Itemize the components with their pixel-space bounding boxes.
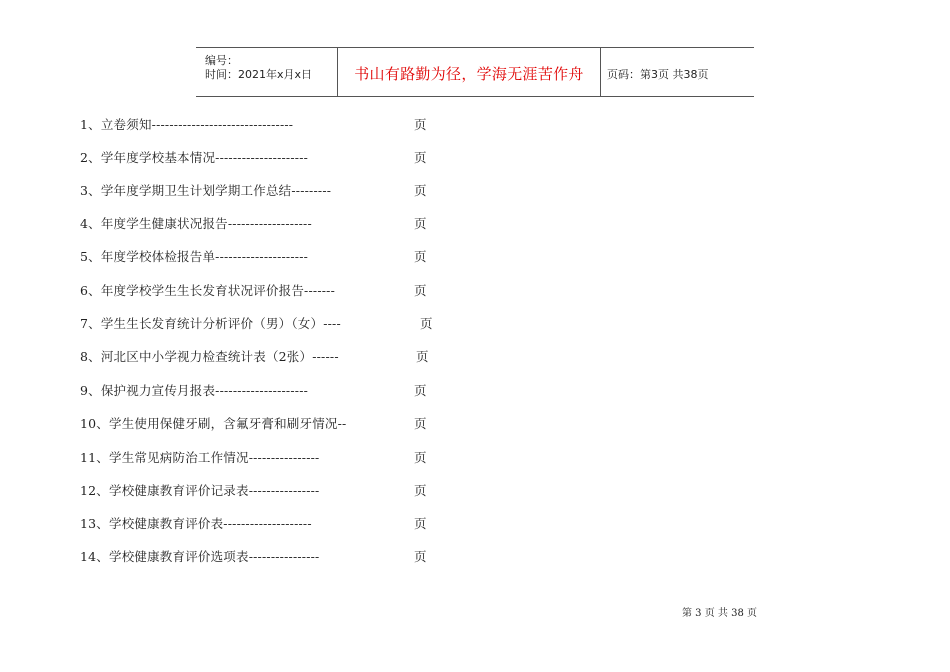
toc-entry-text: 9、保护视力宣传月报表--------------------- xyxy=(80,383,309,398)
toc-entry-page: 页 xyxy=(414,216,427,231)
toc-entry-page: 页 xyxy=(414,450,427,465)
toc-entry-text: 5、年度学校体检报告单--------------------- xyxy=(80,249,309,264)
toc-entry-page: 页 xyxy=(414,383,427,398)
toc-entry xyxy=(80,448,427,466)
header-motto-cell xyxy=(338,48,601,96)
toc-entry-page: 页 xyxy=(414,483,427,498)
toc-entry xyxy=(80,148,427,166)
toc-entry-text: 1、立卷须知-------------------------------- xyxy=(80,117,294,132)
toc-entry-text: 12、学校健康教育评价记录表---------------- xyxy=(80,483,320,498)
document-header xyxy=(196,47,754,97)
toc-entry-text: 10、学生使用保健牙刷，含氟牙膏和刷牙情况-- xyxy=(80,416,347,431)
toc-entry xyxy=(80,181,427,199)
toc-entry-page: 页 xyxy=(414,416,427,431)
page-footer: 第 3 页 共 38 页 xyxy=(682,608,757,619)
toc-entry xyxy=(80,281,427,299)
toc-entry-page: 页 xyxy=(416,349,429,364)
toc-entry-text: 6、年度学校学生生长发育状况评价报告------- xyxy=(80,283,336,298)
header-meta-cell xyxy=(196,48,338,96)
toc-entry-page: 页 xyxy=(414,516,427,531)
motto-text: 书山有路勤为径，学海无涯苦作舟 xyxy=(354,65,584,83)
toc-entry-text: 14、学校健康教育评价选项表---------------- xyxy=(80,549,320,564)
toc-entry-text: 3、学年度学期卫生计划学期工作总结--------- xyxy=(80,183,332,198)
toc-entry-text: 4、年度学生健康状况报告------------------- xyxy=(80,216,312,231)
toc-entry-page: 页 xyxy=(420,316,433,331)
toc-entry xyxy=(80,547,427,565)
toc-entry-page: 页 xyxy=(414,183,427,198)
toc-entry xyxy=(80,247,427,265)
toc-entry xyxy=(80,314,433,332)
toc-entry-page: 页 xyxy=(414,283,427,298)
header-page-cell xyxy=(601,48,754,96)
toc-entry-text: 11、学生常见病防治工作情况---------------- xyxy=(80,450,320,465)
toc-entry-page: 页 xyxy=(414,117,427,132)
toc-entry xyxy=(80,514,427,532)
toc-entry-page: 页 xyxy=(414,249,427,264)
toc-entry-text: 7、学生生长发育统计分析评价（男）（女）---- xyxy=(80,316,341,331)
toc-entry-text: 2、学年度学校基本情况--------------------- xyxy=(80,150,309,165)
toc-entry-page: 页 xyxy=(414,549,427,564)
toc-entry-page: 页 xyxy=(414,150,427,165)
toc-entry xyxy=(80,481,427,499)
toc-entry xyxy=(80,214,427,232)
toc-entry xyxy=(80,115,427,133)
toc-entry xyxy=(80,347,429,365)
time-label: 时间：2021年x月x日 xyxy=(205,68,313,81)
toc-entry xyxy=(80,414,427,432)
toc-entry xyxy=(80,381,427,399)
page-info: 页码：第3页 共38页 xyxy=(607,68,709,81)
toc-entry-text: 13、学校健康教育评价表-------------------- xyxy=(80,516,312,531)
number-label: 编号： xyxy=(205,54,238,67)
toc-entry-text: 8、河北区中小学视力检查统计表（2张）------ xyxy=(80,349,339,364)
